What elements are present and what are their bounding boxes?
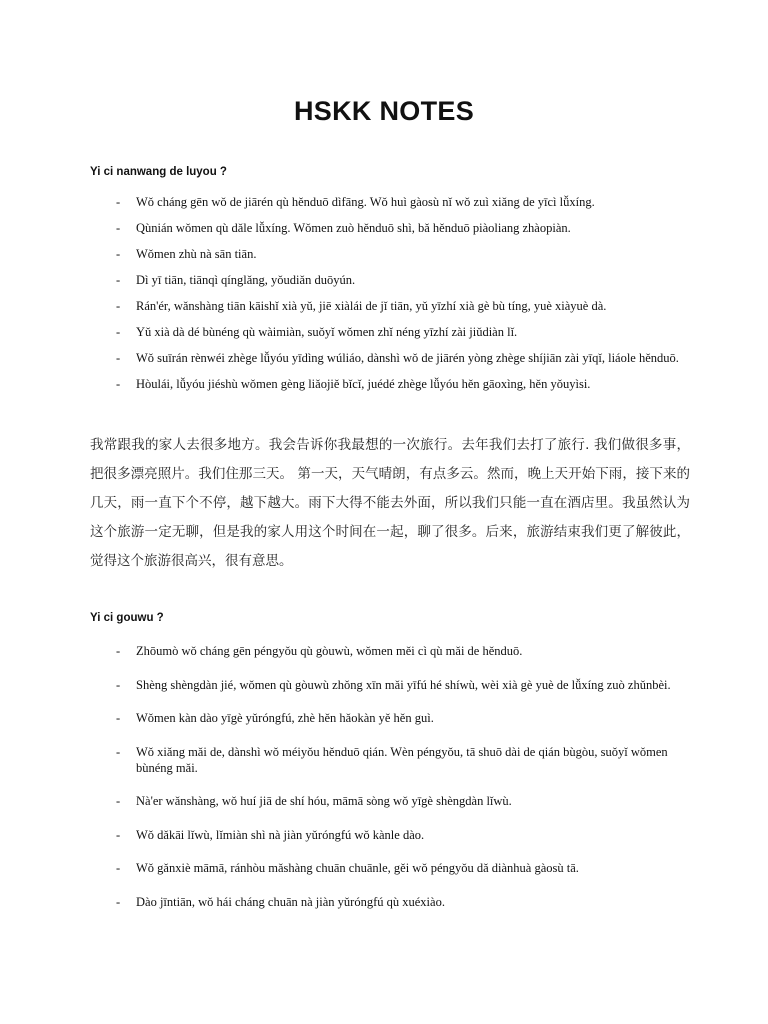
list-item: - Wǒ cháng gēn wǒ de jiārén qù hěnduō dìfāng. Wǒ huì gàosù nǐ wǒ zuì xiǎng de yīcì lǚxíng. bbox=[0, 189, 768, 215]
list-item: - Zhōumò wǒ cháng gēn péngyǒu qù gòuwù, wǒmen měi cì qù mǎi de hěnduō. bbox=[116, 644, 523, 658]
list-item: - Wǒ dǎkāi lǐwù, lǐmiàn shì nà jiàn yǔróngfú wǒ kànle dào. bbox=[116, 827, 425, 842]
bullet-dash: - bbox=[116, 644, 121, 658]
bullet-dash: - bbox=[116, 351, 121, 365]
list-item: - Shèng shèngdàn jié, wǒmen qù gòuwù zhǒng xīn mǎi yīfú hé shíwù, wèi xià gè yuè de lǚxíng zuò zhǔnbèi. bbox=[116, 677, 671, 692]
section-heading-shopping: Yi ci gouwu ? bbox=[90, 612, 164, 624]
chinese-paragraph: 我常跟我的家人去很多地方。我会告诉你我最想的一次旅行。去年我们去打了旅行. 我们做很多事，把很多漂亮照片。我们住那三天。 第一天，天气晴朗，有点多云。然而，晚上天开始下雨，接下来的几天，雨一直下个不停，越下越大。雨下大得不能去外面，所以我们只能一直在酒店里。我虽然认为这个旅游一定无聊，但是我的家人用这个时间在一起，聊了很多。后来，旅游结束我们更了解彼此，觉得这个旅游很高兴，很有意思。 bbox=[90, 437, 690, 569]
bullet-dash: - bbox=[116, 861, 121, 875]
bullet-dash: - bbox=[116, 247, 121, 261]
list-item: - Wǒ xiǎng mǎi de, dànshì wǒ méiyǒu hěnduō qián. Wèn péngyǒu, tā shuō dài de qián bùgòu, suǒyǐ wǒmen bùnéng mǎi. bbox=[116, 744, 668, 775]
list-item: - Hòulái, lǚyóu jiéshù wǒmen gèng liǎojiě bǐcǐ, juédé zhège lǚyóu hěn gāoxìng, hěn yǒuyìsi. bbox=[0, 371, 768, 397]
section-heading-trip: Yi ci nanwang de luyou ? bbox=[90, 166, 227, 178]
list-item: - Dì yī tiān, tiānqì qínglǎng, yǒudiǎn duōyún. bbox=[0, 267, 768, 293]
shopping-pinyin-list bbox=[0, 643, 768, 927]
list-item: - Dào jīntiān, wǒ hái cháng chuān nà jiàn yǔróngfú qù xuéxiào. bbox=[116, 894, 445, 909]
bullet-dash: - bbox=[116, 744, 121, 759]
bullet-dash: - bbox=[116, 299, 121, 313]
list-item: - Rán'ér, wǎnshàng tiān kāishǐ xià yǔ, jiē xiàlái de jǐ tiān, yǔ yīzhí xià gè bù tíng, yuè xiàyuè dà. bbox=[0, 293, 768, 319]
trip-pinyin-list bbox=[0, 189, 768, 397]
bullet-dash: - bbox=[116, 894, 121, 909]
list-item: - Wǒmen kàn dào yīgè yǔróngfú, zhè hěn hǎokàn yě hěn guì. bbox=[116, 711, 434, 725]
list-item: - Wǒ suīrán rènwéi zhège lǚyóu yīdìng wúliáo, dànshì wǒ de jiārén yòng zhège shíjiān zài yīqǐ, liáole hěnduō. bbox=[0, 345, 768, 371]
bullet-dash: - bbox=[116, 711, 121, 725]
list-item: - Wǒmen zhù nà sān tiān. bbox=[0, 241, 768, 267]
document-title: HSKK NOTES bbox=[293, 96, 475, 126]
list-item: - Yǔ xià dà dé bùnéng qù wàimiàn, suǒyǐ wǒmen zhǐ néng yīzhí zài jiǔdiàn lǐ. bbox=[0, 319, 768, 345]
bullet-dash: - bbox=[116, 195, 121, 209]
bullet-dash: - bbox=[116, 377, 121, 391]
bullet-dash: - bbox=[116, 273, 121, 287]
list-item: - Wǒ gǎnxiè māmā, ránhòu mǎshàng chuān chuānle, gěi wǒ péngyǒu dǎ diànhuà gàosù tā. bbox=[116, 861, 579, 875]
bullet-dash: - bbox=[116, 325, 121, 339]
bullet-dash: - bbox=[116, 827, 121, 842]
list-item: - Qùnián wǒmen qù dǎle lǚxíng. Wǒmen zuò hěnduō shì, bǎ hěnduō piàoliang zhàopiàn. bbox=[0, 215, 768, 241]
bullet-dash: - bbox=[116, 794, 121, 808]
list-item: - Nà'er wǎnshàng, wǒ huí jiā de shí hóu, māmā sòng wǒ yīgè shèngdàn lǐwù. bbox=[116, 794, 512, 808]
bullet-dash: - bbox=[116, 677, 121, 692]
bullet-dash: - bbox=[116, 221, 121, 235]
